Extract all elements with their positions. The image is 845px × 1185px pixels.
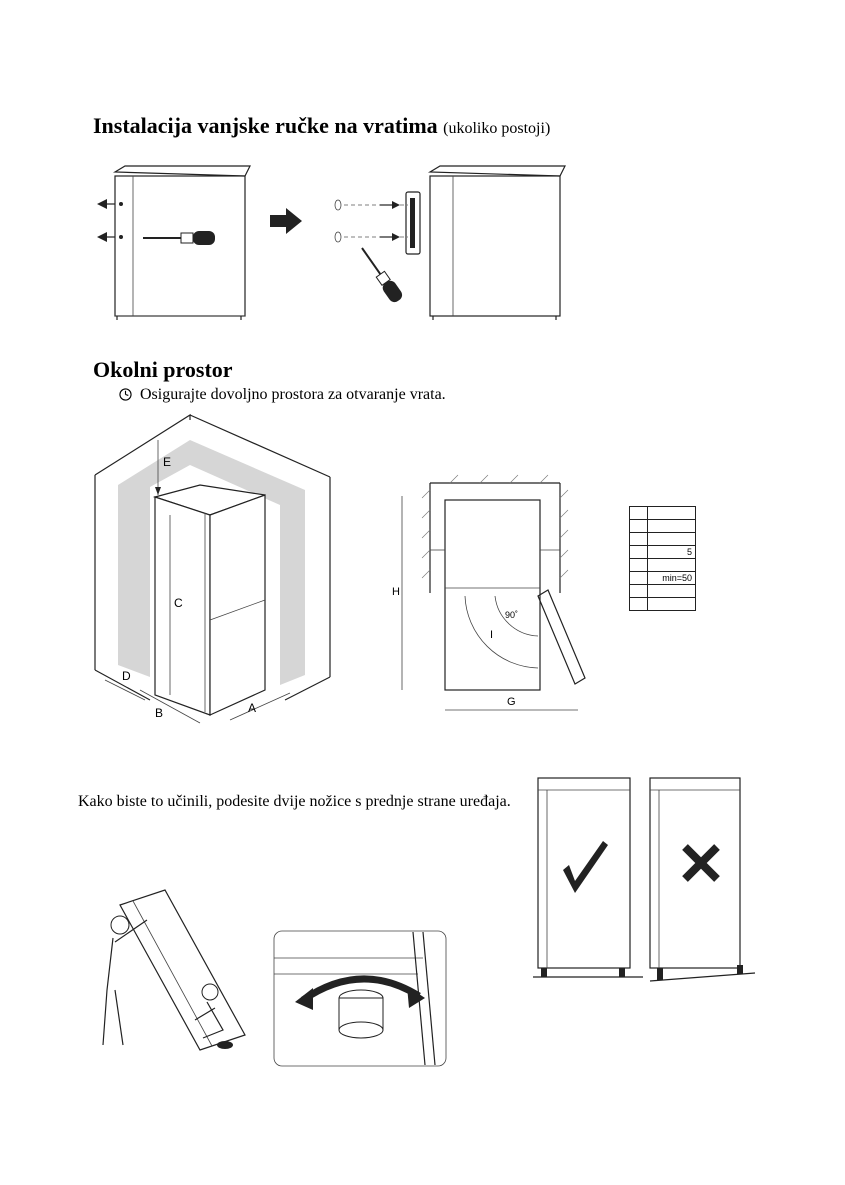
handle-install-note: (ukoliko postoji) [443, 120, 551, 137]
dimension-row [630, 559, 696, 572]
dimension-row [630, 533, 696, 546]
surrounding-space-title-text: Okolni prostor [93, 357, 233, 382]
clearance-plan-figure [390, 478, 590, 718]
label-h: H [392, 586, 400, 598]
dimension-row [630, 507, 696, 520]
next-step-arrow-icon [270, 208, 302, 234]
dimension-row [630, 520, 696, 533]
screwdriver-icon [143, 231, 215, 245]
screwdriver-icon [356, 244, 404, 304]
dimension-value [648, 598, 696, 611]
fridge-with-handle-figure [425, 160, 570, 325]
dimension-table [629, 506, 696, 611]
cross-icon [685, 847, 717, 879]
dimension-row [630, 546, 696, 559]
door-handle-icon [406, 192, 420, 254]
adjustable-foot-closeup-figure [273, 930, 448, 1068]
clearance-isometric-figure [90, 415, 340, 735]
dimension-key [630, 572, 648, 585]
label-i: I [490, 629, 494, 641]
dimension-value [648, 585, 696, 598]
surrounding-space-title [93, 357, 233, 383]
dimension-key [630, 507, 648, 520]
screw-arrow-icon [97, 199, 123, 242]
dimension-row [630, 572, 696, 585]
handle-install-title-text: Instalacija vanjske ručke na vratima [93, 113, 438, 138]
dimension-value [648, 507, 696, 520]
label-d: D [122, 669, 131, 683]
adjust-feet-instruction-text: Kako biste to učinili, podesite dvije nožice s prednje strane uređaja. [78, 793, 511, 810]
dimension-key [630, 598, 648, 611]
level-fridge-correct-figure [533, 775, 643, 985]
dimension-value [648, 520, 696, 533]
dimension-key [630, 585, 648, 598]
tilt-fridge-people-figure [95, 880, 265, 1065]
space-instruction [119, 386, 446, 404]
fridge-handle-removal-figure [95, 160, 265, 325]
adjust-feet-instruction [78, 793, 511, 811]
handle-install-title [93, 113, 550, 139]
dimension-key [630, 520, 648, 533]
dimension-value [648, 559, 696, 572]
dimension-row [630, 585, 696, 598]
dimension-key [630, 533, 648, 546]
dimension-key [630, 546, 648, 559]
label-c: C [174, 596, 183, 610]
handle-and-screws-figure [330, 190, 430, 300]
dimension-value: 5 [648, 546, 696, 559]
clock-icon [119, 388, 132, 401]
dimension-key [630, 559, 648, 572]
dimension-value [648, 533, 696, 546]
check-icon [563, 841, 608, 893]
label-e: E [163, 455, 172, 469]
tilted-fridge-wrong-figure [645, 775, 765, 985]
space-instruction-text: Osigurajte dovoljno prostora za otvaranje vrata. [140, 386, 446, 403]
dimension-value: min=50 [648, 572, 696, 585]
label-a: A [248, 701, 257, 715]
label-b: B [155, 706, 164, 720]
dimension-row [630, 598, 696, 611]
label-g: G [507, 696, 516, 708]
label-angle: 90˚ [505, 610, 519, 620]
adjustable-foot-icon [339, 990, 383, 1038]
